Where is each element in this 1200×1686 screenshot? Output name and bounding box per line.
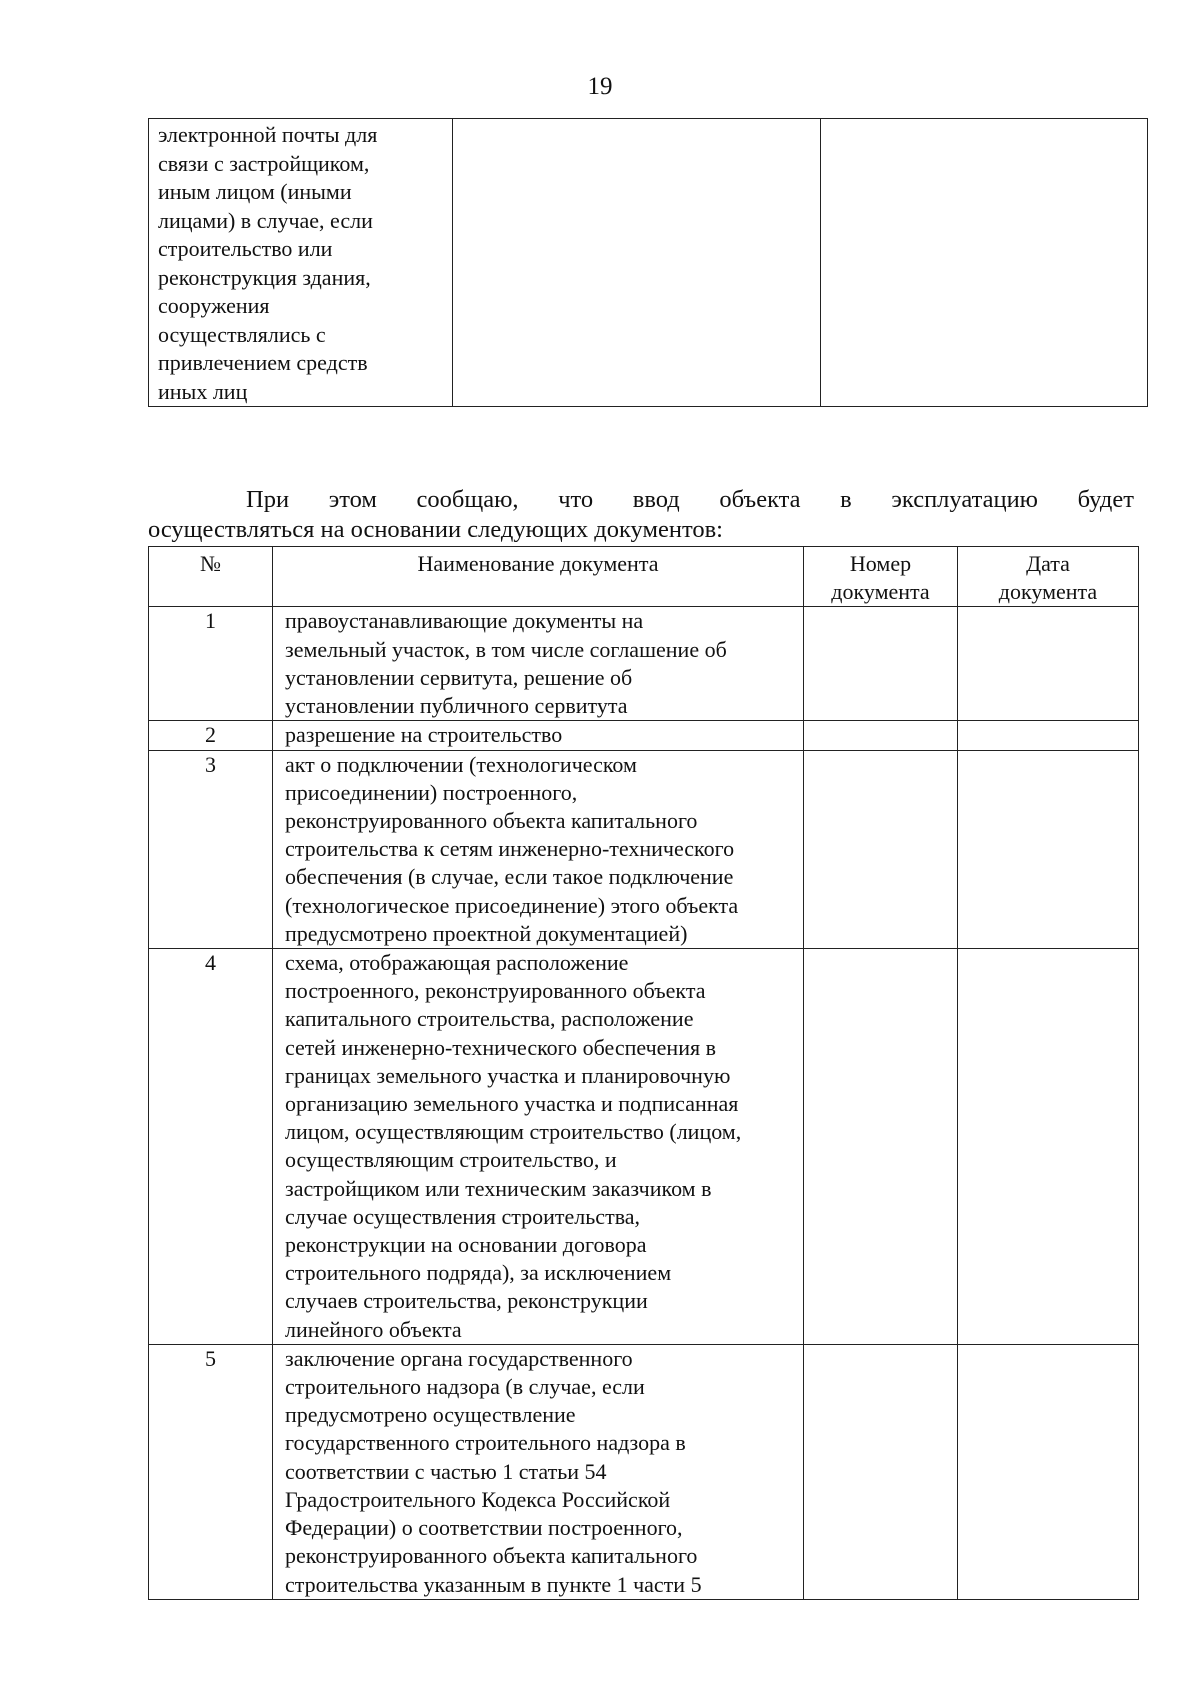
cell-line: реконструкция здания, <box>158 264 371 290</box>
intro-word: что <box>558 486 594 513</box>
cell-line: иных лиц <box>158 378 248 404</box>
cell-line: электронной почты для <box>158 122 378 147</box>
intro-word: в <box>840 486 852 513</box>
document-date-cell[interactable] <box>958 721 1139 750</box>
cell-line: привлечением средств <box>158 350 368 375</box>
cell-line: реконструкции на основании договора <box>285 1232 647 1258</box>
cell-line: предусмотрено осуществление <box>285 1402 576 1428</box>
document-date-cell[interactable] <box>958 1344 1139 1599</box>
cell-line: лицами) в случае, если <box>158 207 373 233</box>
table-header-row <box>149 547 1139 607</box>
cell-line: присоединении) построенного, <box>285 779 578 805</box>
document-name-cell <box>273 607 804 721</box>
cell-line: организацию земельного участка и подписанная <box>285 1091 739 1117</box>
row-number: 3 <box>149 750 273 948</box>
document-name-cell <box>273 949 804 1345</box>
table-row <box>149 750 1139 948</box>
intro-word: эксплуатацию <box>891 486 1038 513</box>
header-document-number <box>804 547 958 607</box>
row-number: 1 <box>149 607 273 721</box>
intro-word: ввод <box>632 486 680 513</box>
cell-line: капитального строительства, расположение <box>285 1006 694 1032</box>
cell-line: иным лицом (иными <box>158 179 352 204</box>
cell-line: построенного, реконструированного объекта <box>285 978 706 1004</box>
header-line: документа <box>998 579 1098 605</box>
cell-line: заключение органа государственного <box>285 1345 633 1371</box>
cell-line: государственного строительного надзора в <box>285 1430 686 1456</box>
document-number-cell[interactable] <box>804 607 958 721</box>
row-number: 5 <box>149 1344 273 1599</box>
cell-line: строительного надзора (в случае, если <box>285 1374 645 1400</box>
table-row <box>149 1344 1139 1599</box>
cell-line: реконструированного объекта капитального <box>285 1543 698 1569</box>
document-date-cell[interactable] <box>958 750 1139 948</box>
cell-line: строительства к сетям инженерно-технического <box>285 836 735 862</box>
row-number: 2 <box>149 721 273 750</box>
document-number-cell[interactable] <box>804 1344 958 1599</box>
document-name-cell <box>273 1344 804 1599</box>
empty-cell[interactable] <box>821 119 1148 407</box>
cell-line: сооружения <box>158 293 270 318</box>
header-line: Номер <box>849 551 912 576</box>
document-name-cell <box>273 750 804 948</box>
cell-line: строительство или <box>158 236 333 261</box>
intro-word: этом <box>328 486 377 513</box>
cell-line: случаев строительства, реконструкции <box>285 1288 648 1314</box>
documents-table <box>148 546 1139 1600</box>
intro-word: сообщаю, <box>416 486 519 513</box>
cell-line: предусмотрено проектной документацией) <box>285 920 688 946</box>
cell-line: схема, отображающая расположение <box>285 950 629 976</box>
cell-line: соответствии с частью 1 статьи 54 <box>285 1458 607 1484</box>
cell-line: акт о подключении (технологическом <box>285 751 637 777</box>
cell-line: обеспечения (в случае, если такое подключение <box>285 864 734 890</box>
cell-line: установлении публичного сервитута <box>285 693 628 719</box>
cell-line: реконструированного объекта капитального <box>285 808 698 834</box>
table-row <box>149 119 1148 407</box>
document-number-cell[interactable] <box>804 949 958 1345</box>
cell-line: лицом, осуществляющим строительство (лицом, <box>285 1119 742 1145</box>
table-row <box>149 607 1139 721</box>
cell-line: правоустанавливающие документы на <box>285 608 644 634</box>
cell-line: Градостроительного Кодекса Российской <box>285 1486 671 1512</box>
document-date-cell[interactable] <box>958 607 1139 721</box>
cell-line: связи с застройщиком, <box>158 150 370 176</box>
cell-line: Федерации) о соответствии построенного, <box>285 1515 683 1541</box>
page-number: 19 <box>587 73 613 100</box>
continued-table <box>148 118 1148 407</box>
intro-word: объекта <box>719 486 801 513</box>
intro-paragraph <box>148 485 1134 515</box>
cell-line: линейного объекта <box>285 1316 462 1342</box>
cell-line: строительства указанным в пункте 1 части 5 <box>285 1571 702 1597</box>
cell-line: осуществлялись с <box>158 321 326 347</box>
cell-line: случае осуществления строительства, <box>285 1203 641 1229</box>
cell-line: застройщиком или техническим заказчиком в <box>285 1175 712 1201</box>
cell-line: сетей инженерно-технического обеспечения в <box>285 1034 716 1060</box>
table-row <box>149 721 1139 750</box>
table-row <box>149 949 1139 1345</box>
header-line: документа <box>831 579 930 605</box>
intro-word: будет <box>1077 486 1134 513</box>
intro-line: осуществляться на основании следующих документов: <box>148 516 723 543</box>
document-date-cell[interactable] <box>958 949 1139 1345</box>
header-line: Дата <box>1026 551 1070 576</box>
header-number: № <box>149 547 273 607</box>
header-document-date <box>958 547 1139 607</box>
cell-line: разрешение на строительство <box>285 722 563 748</box>
row-number: 4 <box>149 949 273 1345</box>
contact-description-cell <box>149 119 453 407</box>
cell-line: установлении сервитута, решение об <box>285 664 633 690</box>
document-number-cell[interactable] <box>804 750 958 948</box>
cell-line: земельный участок, в том числе соглашение об <box>285 636 727 662</box>
document-number-cell[interactable] <box>804 721 958 750</box>
cell-line: строительного подряда), за исключением <box>285 1260 672 1286</box>
empty-cell[interactable] <box>453 119 821 407</box>
cell-line: (технологическое присоединение) этого объекта <box>285 892 739 918</box>
intro-word: При <box>246 486 290 513</box>
document-name-cell <box>273 721 804 750</box>
cell-line: осуществляющим строительство, и <box>285 1147 617 1173</box>
cell-line: границах земельного участка и планировочную <box>285 1062 731 1088</box>
header-document-name: Наименование документа <box>273 547 804 607</box>
